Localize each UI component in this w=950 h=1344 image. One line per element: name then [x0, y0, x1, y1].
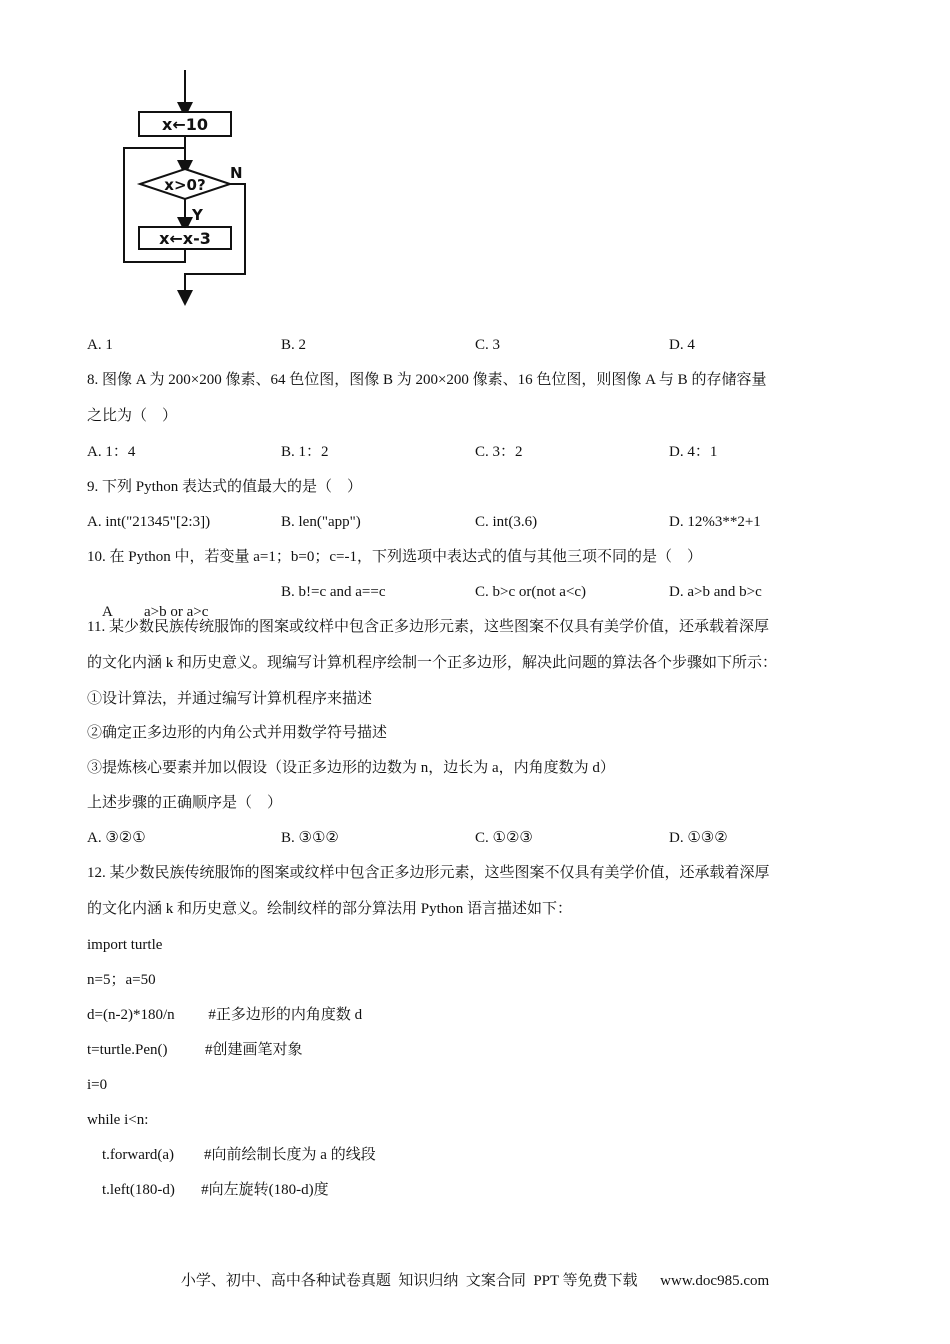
q11-step-2: ②确定正多边形的内角公式并用数学符号描述	[87, 725, 388, 741]
q11-stem-line2: 的文化内涵 k 和历史意义。现编写计算机程序绘制一个正多边形，解决此问题的算法各个步骤如下所示：	[87, 655, 778, 671]
flowchart	[105, 68, 265, 308]
q8-stem-line1: 8. 图像 A 为 200×200 像素、64 色位图，图像 B 为 200×200 像素、16 色位图，则图像 A 与 B 的存储容量	[87, 372, 767, 388]
code-line: import turtle	[87, 937, 163, 953]
code-line: i=0	[87, 1077, 108, 1093]
q11-question: 上述步骤的正确顺序是（ ）	[87, 795, 283, 811]
q9-option-a: A. int("21345"[2:3])	[87, 514, 211, 530]
q10-stem: 10. 在 Python 中，若变量 a=1；b=0；c=-1，下列选项中表达式的值与其他三项不同的是（ ）	[87, 549, 702, 565]
q11-step-1: ①设计算法，并通过编写计算机程序来描述	[87, 691, 373, 707]
q10-option-c: C. b>c or(not a<c)	[475, 584, 587, 600]
q11-option-c: C. ①②③	[475, 830, 533, 846]
q8-option-d: D. 4：1	[669, 444, 718, 460]
q7-option-b: B. 2	[281, 337, 307, 353]
q11-option-a: A. ③②①	[87, 830, 146, 846]
box1-label: x←10	[162, 115, 208, 134]
no-label: N	[230, 164, 243, 182]
yes-label: Y	[192, 206, 203, 224]
q11-option-b: B. ③①②	[281, 830, 339, 846]
code-line: while i<n:	[87, 1112, 149, 1128]
decision-label: x>0?	[164, 176, 206, 194]
q9-option-d: D. 12%3**2+1	[669, 514, 761, 530]
q12-stem-line2: 的文化内涵 k 和历史意义。绘制纹样的部分算法用 Python 语言描述如下：	[87, 901, 573, 917]
q9-stem: 9. 下列 Python 表达式的值最大的是（ ）	[87, 479, 363, 495]
q9-option-c: C. int(3.6)	[475, 514, 538, 530]
code-line: n=5；a=50	[87, 972, 156, 988]
q8-option-a: A. 1：4	[87, 444, 136, 460]
q7-option-c: C. 3	[475, 337, 501, 353]
code-line: t.forward(a) #向前绘制长度为 a 的线段	[87, 1147, 376, 1163]
q7-option-d: D. 4	[669, 337, 695, 353]
q12-stem-line1: 12. 某少数民族传统服饰的图案或纹样中包含正多边形元素，这些图案不仅具有美学价值，还承载着深厚	[87, 865, 770, 881]
q10-option-b: B. b!=c and a==c	[281, 584, 386, 600]
q10-option-a-text: a>b or a>c	[144, 604, 209, 620]
q11-option-d: D. ①③②	[669, 830, 728, 846]
q7-option-a: A. 1	[87, 337, 113, 353]
q8-stem-line2: 之比为（ ）	[87, 408, 178, 424]
code-line: t.left(180-d) #向左旋转(180-d)度	[87, 1182, 329, 1198]
q10-option-d: D. a>b and b>c	[669, 584, 762, 600]
q10-option-a-letter: A	[102, 604, 113, 620]
q11-step-3: ③提炼核心要素并加以假设（设正多边形的边数为 n，边长为 a，内角度数为 d）	[87, 760, 615, 776]
code-line: t=turtle.Pen() #创建画笔对象	[87, 1042, 303, 1058]
q8-option-b: B. 1：2	[281, 444, 329, 460]
code-line: d=(n-2)*180/n #正多边形的内角度数 d	[87, 1007, 363, 1023]
q8-option-c: C. 3：2	[475, 444, 523, 460]
q9-option-b: B. len("app")	[281, 514, 361, 530]
q11-stem-line1: 11. 某少数民族传统服饰的图案或纹样中包含正多边形元素，这些图案不仅具有美学价值，还承载着深厚	[87, 619, 769, 635]
box2-label: x←x-3	[159, 229, 211, 248]
page-footer: 小学、初中、高中各种试卷真题 知识归纳 文案合同 PPT 等免费下载 www.doc985.com	[180, 1273, 770, 1289]
